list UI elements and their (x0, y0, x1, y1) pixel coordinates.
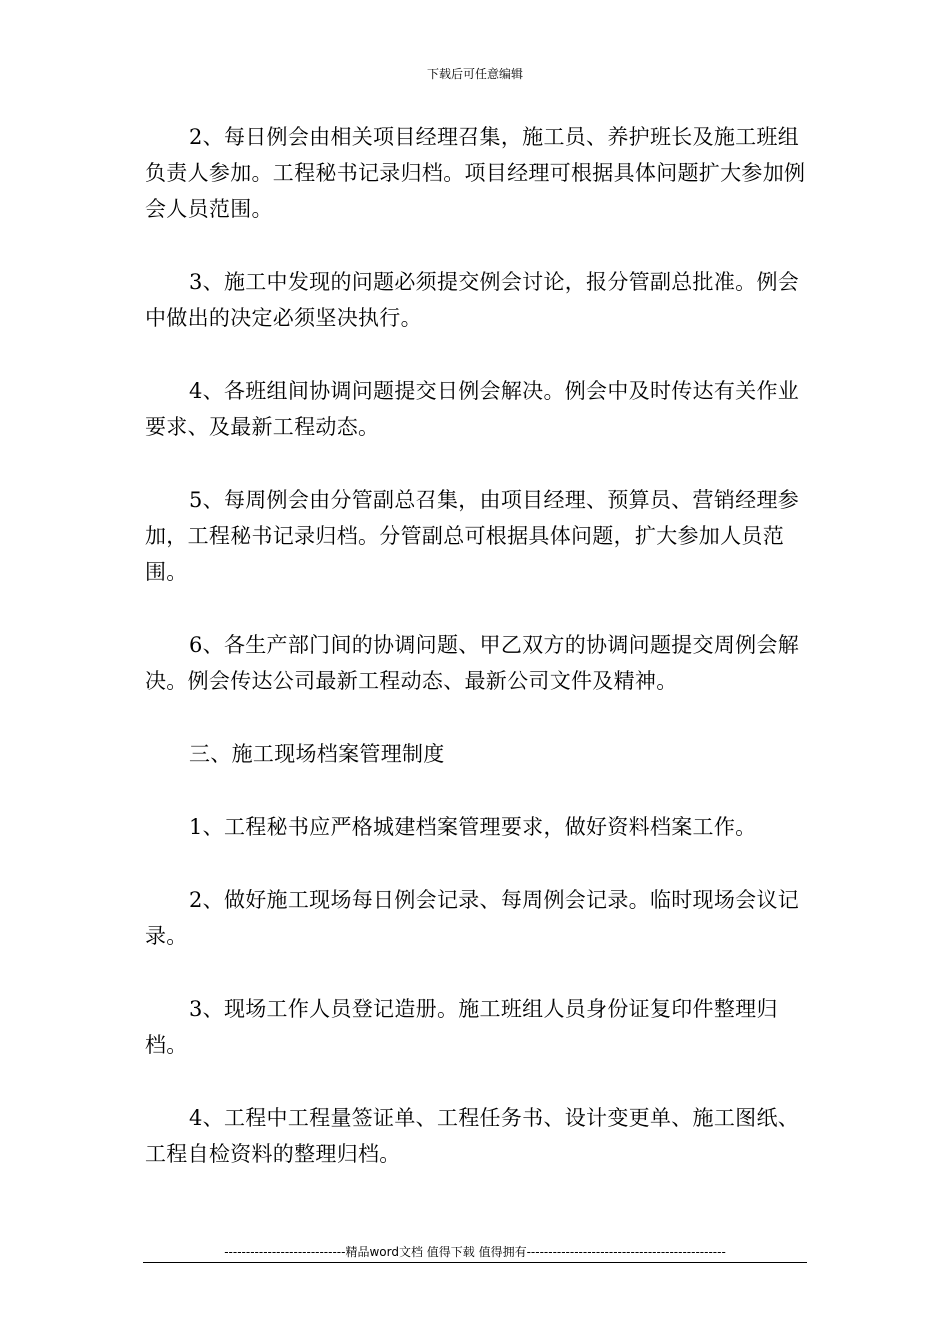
paragraph-daily-meeting: 2、每日例会由相关项目经理召集，施工员、养护班长及施工班组负责人参加。工程秘书记录归档。项目经理可根据具体问题扩大参加例会人员范围。 (145, 125, 806, 221)
paragraph-weekly-meeting: 5、每周例会由分管副总召集，由项目经理、预算员、营销经理参加，工程秘书记录归档。分管副总可根据具体问题，扩大参加人员范围。 (145, 488, 800, 584)
paragraph-meeting-records: 2、做好施工现场每日例会记录、每周例会记录。临时现场会议记录。 (145, 888, 800, 948)
paragraph-archive-requirements: 1、工程秘书应严格城建档案管理要求，做好资料档案工作。 (189, 815, 757, 839)
paragraph-staff-registration: 3、现场工作人员登记造册。施工班组人员身份证复印件整理归档。 (145, 997, 778, 1057)
paragraph-department-coordination: 6、各生产部门间的协调问题、甲乙双方的协调问题提交周例会解决。例会传达公司最新工程动态、最新公司文件及精神。 (145, 633, 800, 693)
page-header: 下载后可任意编辑 (426, 67, 523, 81)
document-body (145, 119, 810, 1209)
paragraph-document-filing: 4、工程中工程量签证单、工程任务书、设计变更单、施工图纸、工程自检资料的整理归档。 (145, 1106, 800, 1166)
footer-divider (143, 1262, 807, 1263)
paragraph-issue-discussion: 3、施工中发现的问题必须提交例会讨论，报分管副总批准。例会中做出的决定必须坚决执行。 (145, 270, 800, 330)
page-footer: ----------------------------精品word文档 值得下载 值得拥有---------------------------------------------- (224, 1245, 726, 1259)
paragraph-team-coordination: 4、各班组间协调问题提交日例会解决。例会中及时传达有关作业要求、及最新工程动态。 (145, 379, 800, 439)
section-heading-archive-management: 三、施工现场档案管理制度 (189, 742, 445, 766)
